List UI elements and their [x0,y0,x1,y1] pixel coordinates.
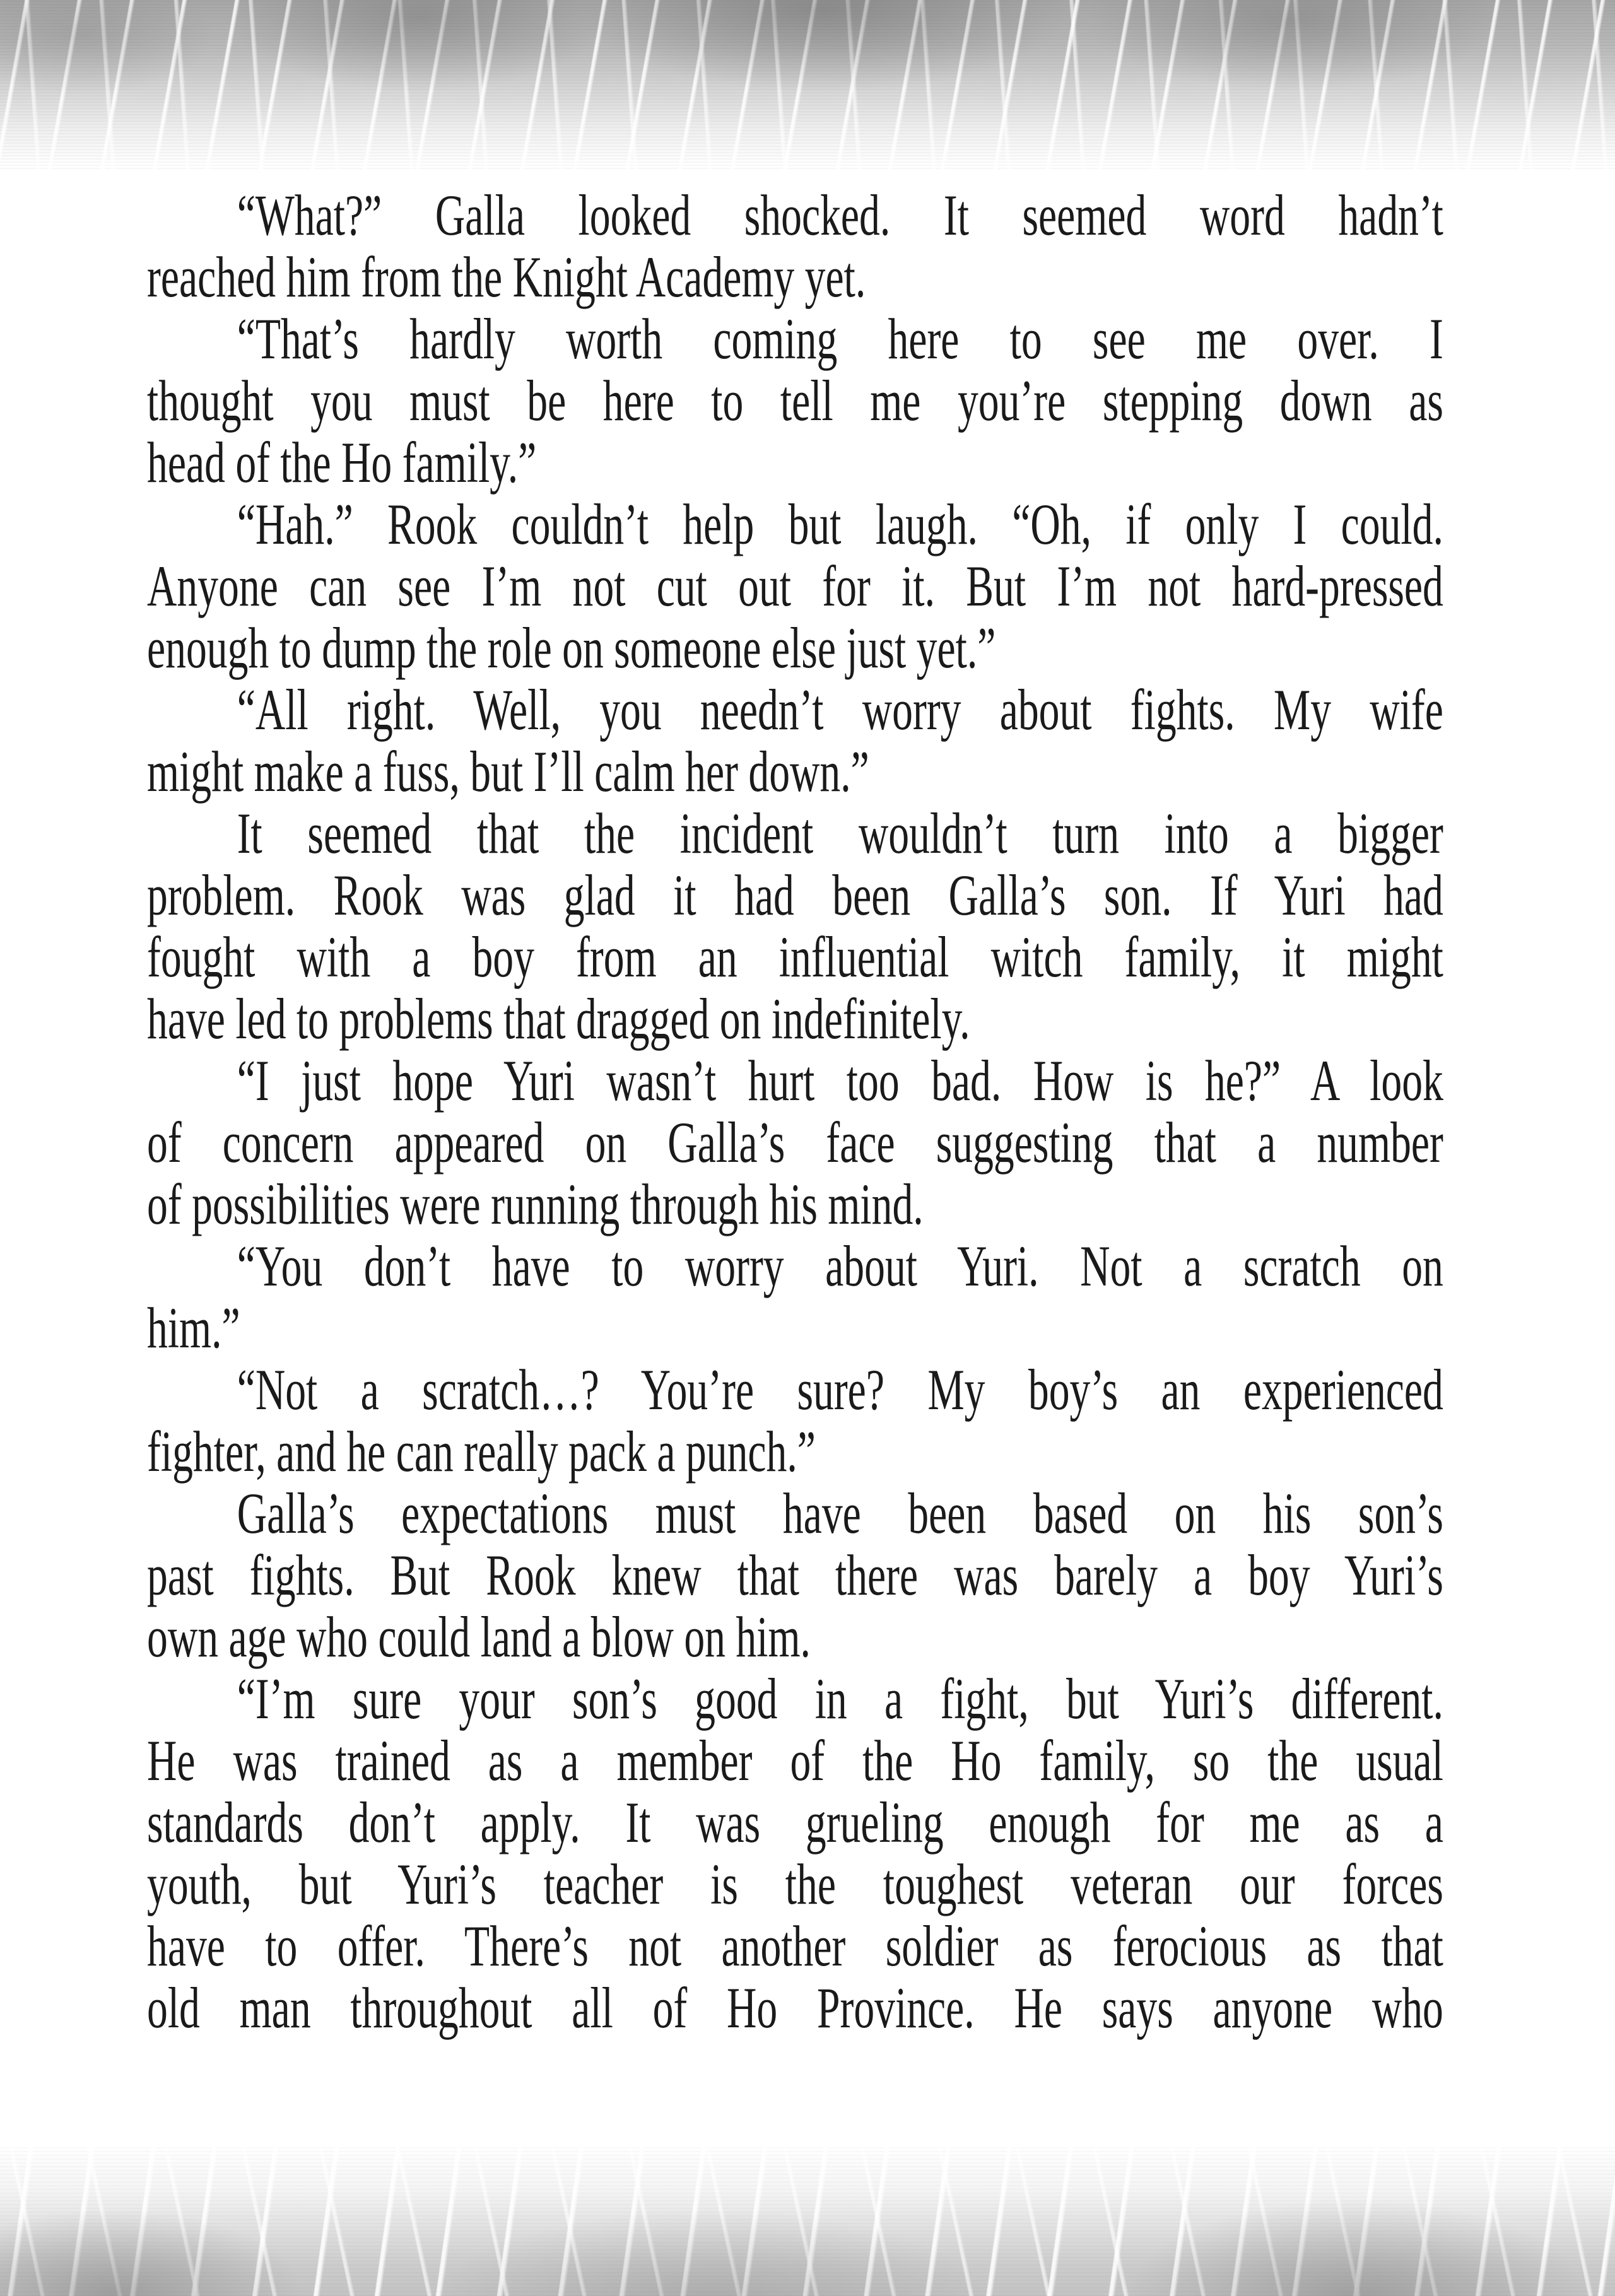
text-line: of possibilities were running through his mind. [147,1172,924,1236]
text-line: enough to dump the role on someone else just yet.” [147,616,996,680]
text-line: might make a fuss, but I’ll calm her down.” [147,739,869,804]
paragraph [147,1235,1443,1359]
text-line: old man throughout all of Ho Province. He says anyone who [147,1976,1443,2040]
text-line: “All right. Well, you needn’t worry about fights. My wife [237,677,1443,742]
text-line: “I just hope Yuri wasn’t hurt too bad. How is he?” A look [237,1048,1443,1113]
marble-texture-top [0,0,1615,169]
text-line: standards don’t apply. It was grueling enough for me as a [147,1790,1443,1854]
text-line: have to offer. There’s not another soldier as ferocious as that [147,1914,1443,1978]
paragraph [147,184,1443,308]
marble-texture-bottom [0,2147,1615,2296]
text-line: of concern appeared on Galla’s face suggesting that a number [147,1110,1443,1174]
text-line: Galla’s expectations must have been based on his son’s [237,1481,1443,1545]
text-line: He was trained as a member of the Ho family, so the usual [147,1728,1443,1793]
text-line: Anyone can see I’m not cut out for it. But I’m not hard-pressed [147,554,1443,618]
text-line: “What?” Galla looked shocked. It seemed word hadn’t [237,183,1443,247]
text-line: youth, but Yuri’s teacher is the toughest veteran our forces [147,1852,1443,1916]
text-line: reached him from the Knight Academy yet. [147,245,866,309]
paragraph [147,1668,1443,2039]
paragraph [147,1359,1443,1482]
text-line: him.” [147,1296,240,1360]
text-line: fighter, and he can really pack a punch.” [147,1419,816,1484]
text-line: “Not a scratch…? You’re sure? My boy’s an experienced [237,1357,1443,1422]
paragraph [147,1050,1443,1235]
text-line: own age who could land a blow on him. [147,1605,811,1669]
text-line: fought with a boy from an influential witch family, it might [147,925,1443,989]
text-line: have led to problems that dragged on indefinitely. [147,987,970,1051]
paragraph [147,679,1443,802]
paragraph [147,802,1443,1050]
text-line: “Hah.” Rook couldn’t help but laugh. “Oh, if only I could. [237,492,1443,556]
paragraph [147,1482,1443,1668]
paragraph [147,308,1443,493]
text-line: past fights. But Rook knew that there was barely a boy Yuri’s [147,1543,1443,1607]
text-line: thought you must be here to tell me you’re stepping down as [147,368,1443,433]
paragraph [147,493,1443,679]
text-line: head of the Ho family.” [147,430,537,495]
text-line: “I’m sure your son’s good in a fight, but Yuri’s different. [237,1666,1443,1731]
text-line: “You don’t have to worry about Yuri. Not a scratch on [237,1234,1443,1298]
page-text [147,184,1443,2039]
text-line: It seemed that the incident wouldn’t turn into a bigger [237,801,1443,865]
text-line: problem. Rook was glad it had been Galla’s son. If Yuri had [147,863,1443,927]
text-line: “That’s hardly worth coming here to see me over. I [237,307,1443,371]
